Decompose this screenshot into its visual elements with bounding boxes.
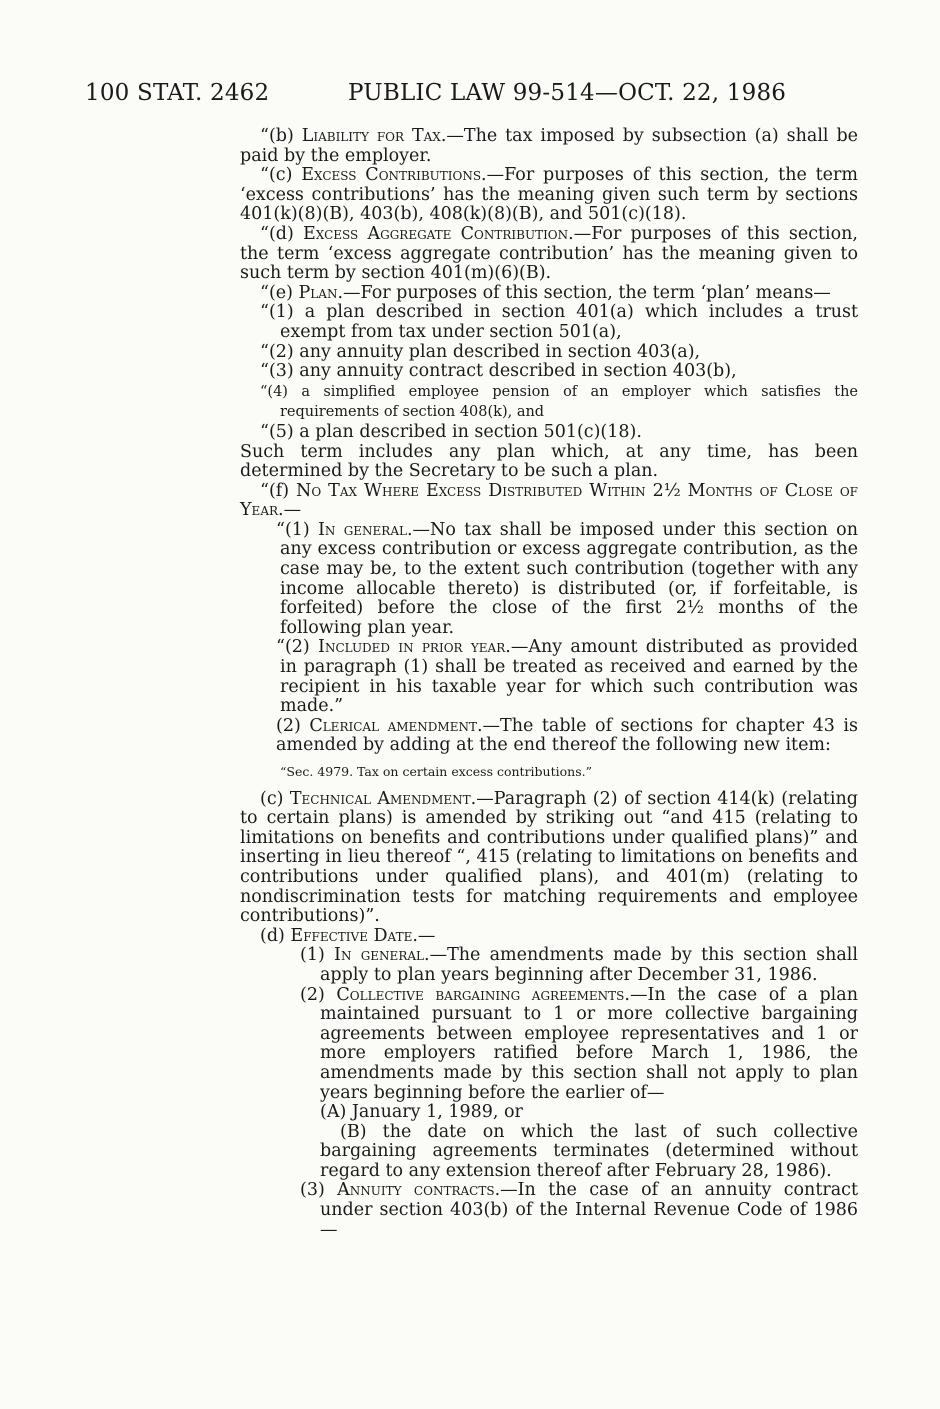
paragraph: “(2) Included in prior year.—Any amount distributed as provided in paragraph (1) shall be treated as received and earned by the recipient in his taxable year for which such contribution was made.”	[276, 637, 858, 717]
paragraph: (3) Annuity contracts.—In the case of an annuity contract under section 403(b) of the Internal Revenue Code of 1986—	[300, 1180, 858, 1240]
paragraph: “(e) Plan.—For purposes of this section, the term ‘plan’ means—	[260, 282, 831, 303]
list-item: “(1) a plan described in section 401(a) which includes a trust exempt from tax under section 501(a),	[260, 302, 858, 342]
paragraph: (1) In general.—The amendments made by this section shall apply to plan years beginning after December 31, 1986.	[300, 945, 858, 985]
paragraph: Such term includes any plan which, at any time, has been determined by the Secretary to be such a plan.	[240, 441, 858, 482]
paragraph: “(f) No Tax Where Excess Distributed Within 2½ Months of Close of Year.—	[240, 480, 858, 521]
paragraph: “(b) Liability for Tax.—The tax imposed by subsection (a) shall be paid by the employer.	[240, 126, 858, 166]
paragraph: (2) Collective bargaining agreements.—In the case of a plan maintained pursuant to 1 or more collective bargaining agreements between employee representatives and 1 or more employers ratified before March 1, 1986, the amendments made by this section shall not apply to plan years beginning before the earlier of—	[300, 984, 858, 1103]
list-item: “(2) any annuity plan described in section 403(a),	[260, 341, 701, 362]
table-of-sections-item: “Sec. 4979. Tax on certain excess contributions.”	[280, 764, 592, 779]
paragraph: (2) Clerical amendment.—The table of sections for chapter 43 is amended by adding at the end thereof the following new item:	[276, 715, 858, 756]
running-header: PUBLIC LAW 99-514—OCT. 22, 1986	[348, 80, 787, 106]
statute-text	[240, 127, 858, 1240]
list-item: (B) the date on which the last of such collective bargaining agreements terminates (determined without regard to any extension thereof after February 28, 1986).	[320, 1121, 858, 1181]
list-item: (A) January 1, 1989, or	[320, 1102, 523, 1123]
paragraph: (d) Effective Date.—	[260, 925, 436, 946]
list-item: “(3) any annuity contract described in section 403(b),	[260, 361, 737, 382]
paragraph: “(d) Excess Aggregate Contribution.—For purposes of this section, the term ‘excess aggregate contribution’ has the meaning given to such term by section 401(m)(6)(B).	[240, 223, 858, 284]
paragraph: “(1) In general.—No tax shall be imposed under this section on any excess contribution or excess aggregate contribution, as the case may be, to the extent such contribution (together with any income allocable thereto) is distributed (or, if forfeitable, is forfeited) before the close of the first 2½ months of the following plan year.	[276, 519, 858, 638]
list-item: “(5) a plan described in section 501(c)(18).	[260, 421, 642, 442]
paragraph: (c) Technical Amendment.—Paragraph (2) of section 414(k) (relating to certain plans) is amended by striking out “and 415 (relating to limitations on benefits and contributions under qualified plans)” and inserting in lieu thereof “, 415 (relating to limitations on benefits and contributions under qualified plans), and 401(m) (relating to nondiscrimination tests for matching requirements and employee contributions)”.	[240, 788, 858, 927]
list-item: “(4) a simplified employee pension of an employer which satisfies the requirements of section 408(k), and	[260, 383, 858, 421]
page-citation: 100 STAT. 2462	[85, 80, 270, 106]
paragraph: “(c) Excess Contributions.—For purposes of this section, the term ‘excess contributions’ has the meaning given such term by sections 401(k)(8)(B), 403(b), 408(k)(8)(B), and 501(c)(18).	[240, 165, 858, 225]
